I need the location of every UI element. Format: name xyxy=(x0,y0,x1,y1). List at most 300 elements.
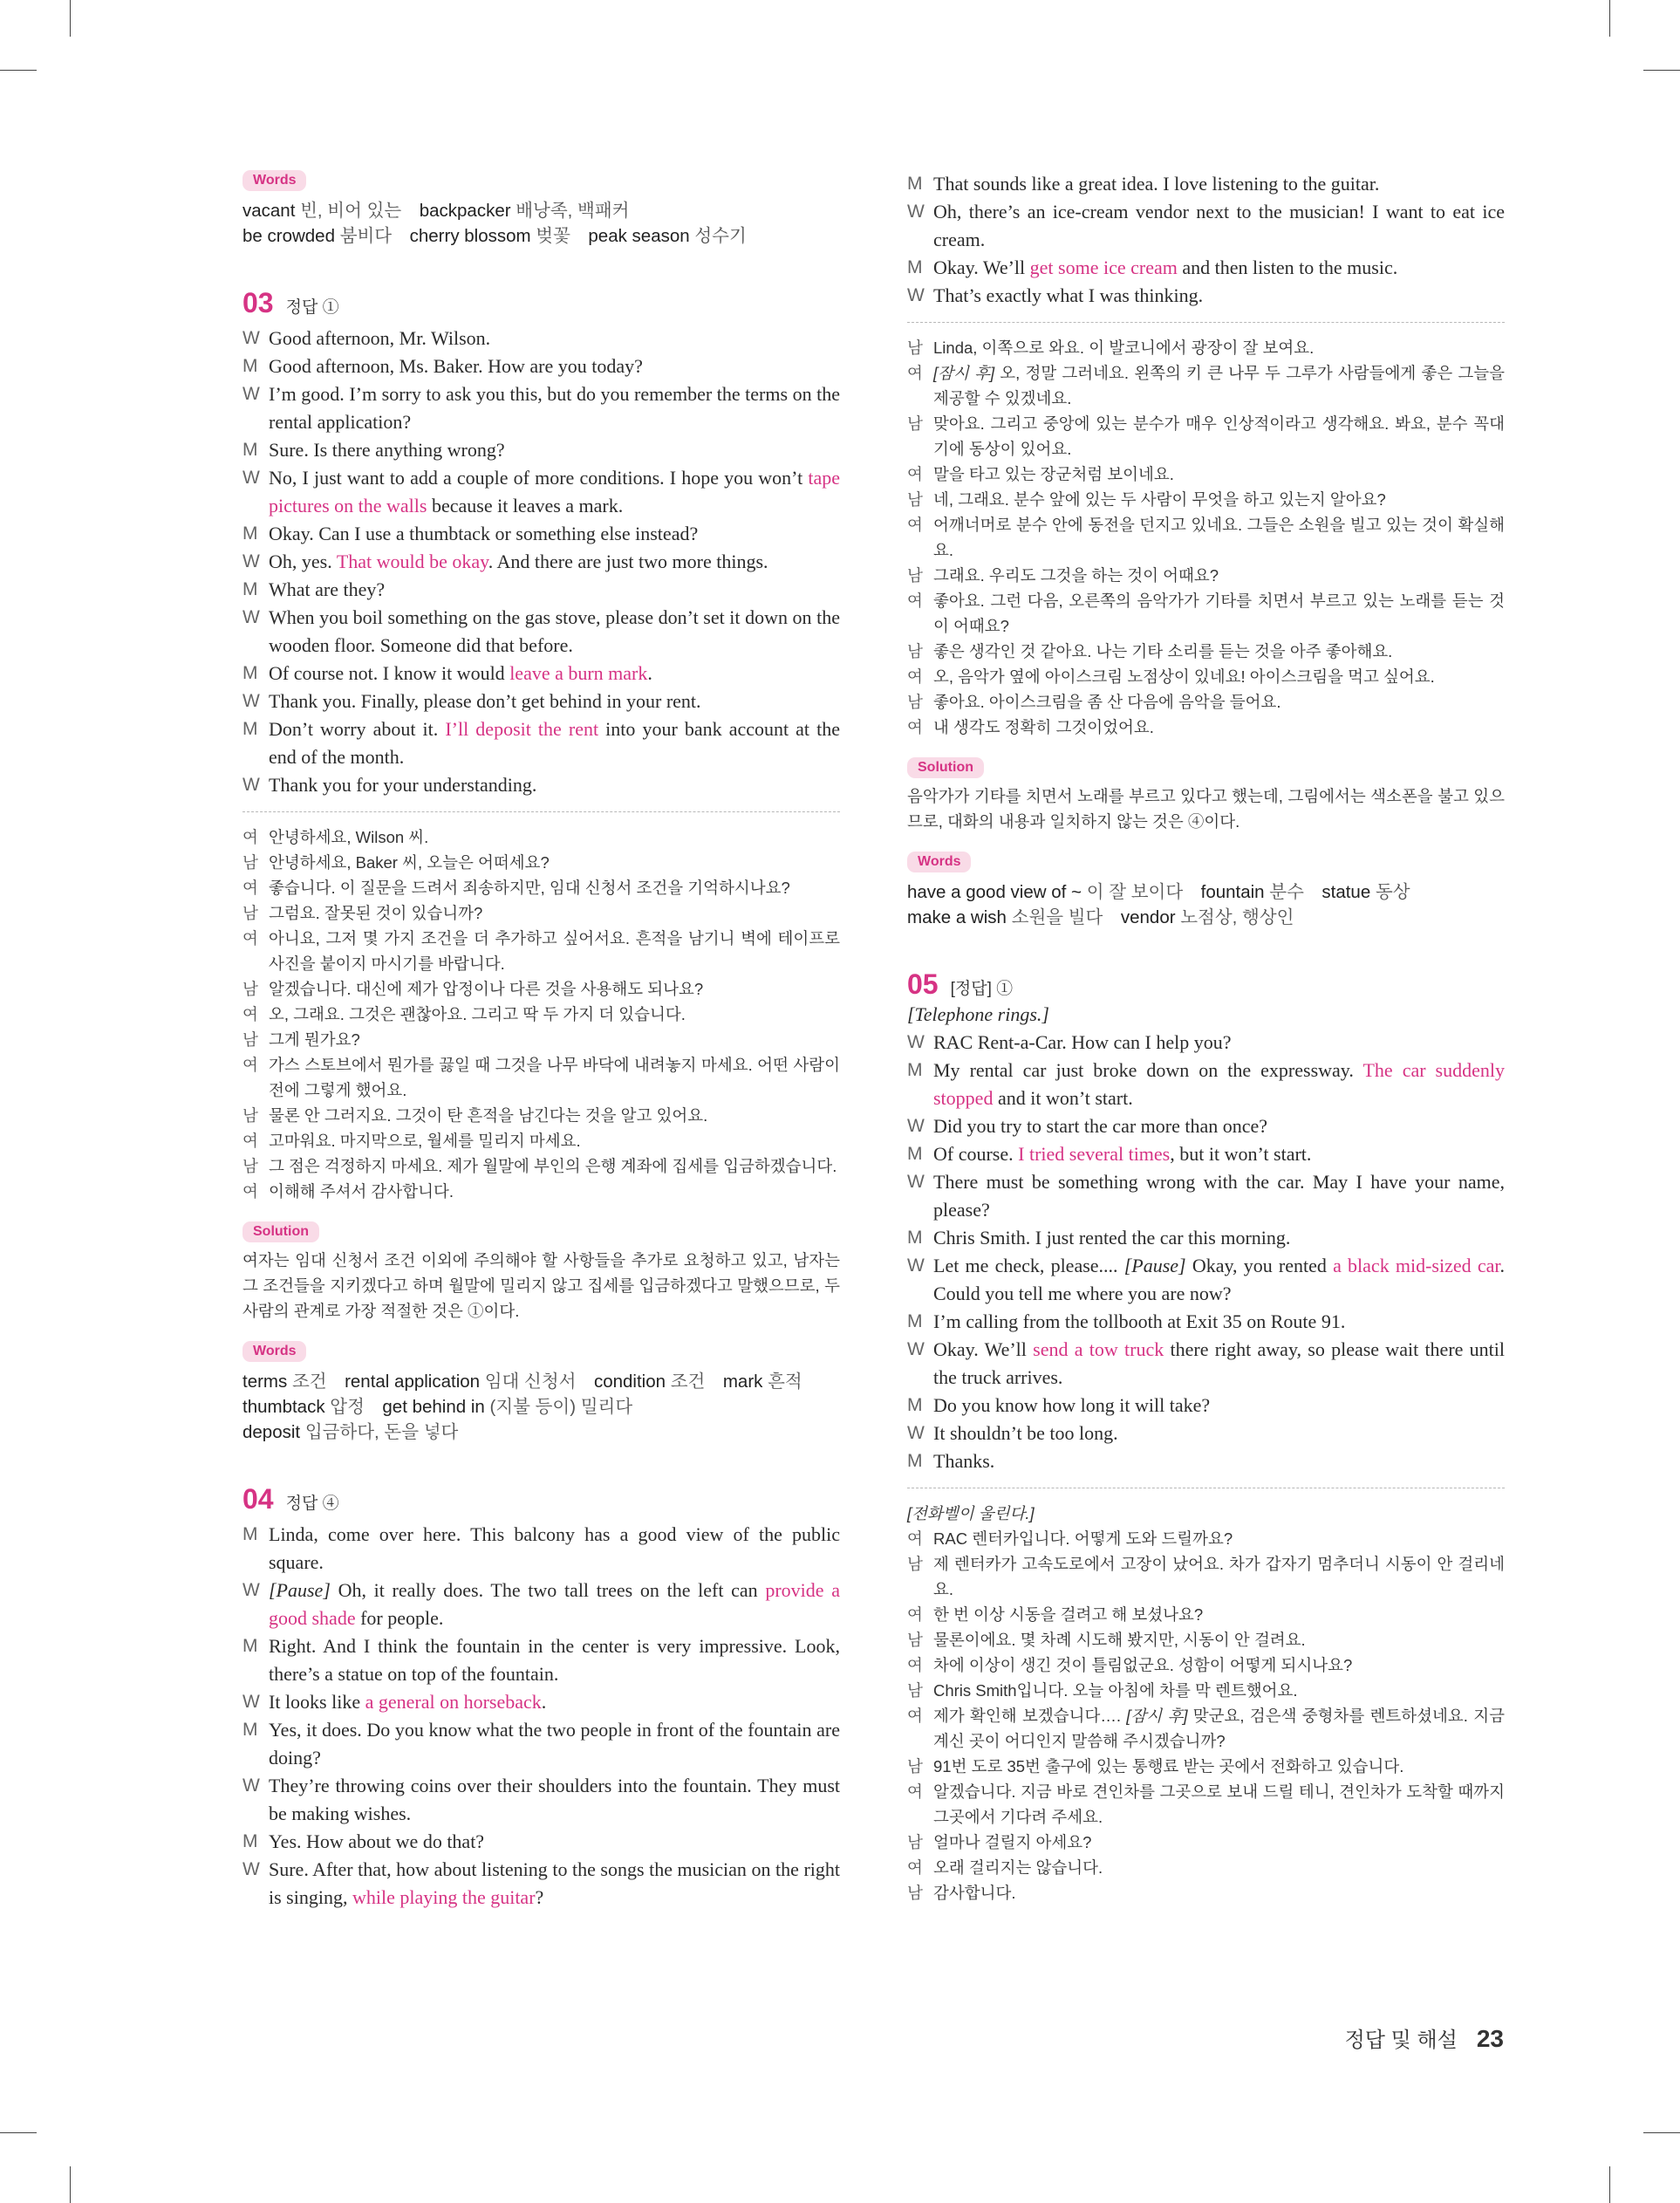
speaker-label: 여 xyxy=(907,667,923,686)
translation-text xyxy=(269,1103,840,1128)
translation-line xyxy=(907,563,1505,588)
speaker-label: 여 xyxy=(907,1529,923,1548)
text-segment: Chris Smith입니다. 오늘 아침에 차를 막 렌트했어요. xyxy=(933,1681,1298,1700)
dialogue xyxy=(242,1521,840,1912)
translation-line xyxy=(907,1754,1505,1779)
dialogue-line xyxy=(242,464,840,520)
text-segment: I’m calling from the tollbooth at Exit 35 on Route 91. xyxy=(933,1310,1346,1332)
translation-text xyxy=(933,335,1505,360)
translation-line xyxy=(242,824,840,850)
word-term: cherry blossom xyxy=(409,226,536,246)
dialogue-text xyxy=(269,1632,840,1688)
speaker-label: 여 xyxy=(242,1056,258,1074)
text-segment: 얼마나 걸릴지 아세요? xyxy=(933,1833,1092,1851)
translation-text xyxy=(269,824,840,850)
solution-tag: Solution xyxy=(907,757,984,778)
translation-text xyxy=(933,1627,1505,1652)
speaker-label: W xyxy=(242,1580,260,1600)
translation-text xyxy=(933,487,1505,512)
text-segment: 내 생각도 정확히 그것이었어요. xyxy=(933,718,1154,736)
translation-line xyxy=(907,1855,1505,1880)
text-segment: Thank you. Finally, please don’t get behind in your rent. xyxy=(269,690,701,712)
text-segment: 알겠습니다. 대신에 제가 압정이나 다른 것을 사용해도 되나요? xyxy=(269,980,704,998)
text-segment: , but it won’t start. xyxy=(1170,1143,1312,1165)
speaker-label: 남 xyxy=(907,490,923,509)
speaker-label: M xyxy=(242,356,258,376)
text-segment: ? xyxy=(535,1886,544,1908)
text-segment: Of course. xyxy=(933,1143,1019,1165)
speaker-label: 남 xyxy=(907,1631,923,1649)
text-segment: 안녕하세요, Wilson 씨. xyxy=(269,828,429,846)
words-list xyxy=(242,198,840,249)
speaker-label: W xyxy=(907,285,925,305)
translation-line xyxy=(907,639,1505,664)
translation-line xyxy=(242,926,840,976)
word-meaning: 입금하다, 돈을 넣다 xyxy=(304,1422,459,1442)
dialogue-text xyxy=(269,1828,840,1856)
translation-line xyxy=(242,1179,840,1204)
text-segment: No, I just want to add a couple of more conditions. I hope you won’t xyxy=(269,467,809,489)
text-segment: They’re throwing coins over their shoulders into the fountain. They must be making wishes. xyxy=(269,1775,840,1824)
translation-line xyxy=(907,1627,1505,1652)
translation-line xyxy=(242,1027,840,1052)
dialogue-line xyxy=(907,1168,1505,1224)
text-segment: Do you know how long it will take? xyxy=(933,1394,1211,1416)
dialogue-text xyxy=(269,604,840,660)
word-term: vendor xyxy=(1120,907,1181,927)
words-section xyxy=(907,852,1505,930)
word-meaning: 빈, 비어 있는 xyxy=(300,201,402,221)
words-section xyxy=(242,1341,840,1445)
footer-title: 정답 및 해설 xyxy=(1344,2029,1458,2052)
speaker-label: 남 xyxy=(242,904,258,922)
text-segment: 그게 뭔가요? xyxy=(269,1030,360,1049)
word-meaning: 조건 xyxy=(670,1372,706,1392)
translation-line xyxy=(242,1128,840,1153)
text-segment: Chris Smith. I just rented the car this morning. xyxy=(933,1227,1291,1249)
speaker-label: 여 xyxy=(907,516,923,534)
dialogue xyxy=(907,1029,1505,1475)
translation-line xyxy=(242,976,840,1002)
dialogue-line xyxy=(242,715,840,771)
translation-text xyxy=(933,689,1505,715)
answer-label: 정답 ④ xyxy=(285,1495,339,1513)
speaker-label: 남 xyxy=(242,1106,258,1125)
word-meaning: 소원을 빌다 xyxy=(1011,907,1103,927)
speaker-label: 여 xyxy=(907,718,923,736)
words-list xyxy=(907,879,1505,930)
question-header xyxy=(907,968,1505,1001)
text-segment: 알겠습니다. 지금 바로 견인차를 그곳으로 보내 드릴 테니, 견인차가 도착할 때까지 그곳에서 기다려 주세요. xyxy=(933,1782,1505,1826)
answer-label: [정답] ① xyxy=(950,980,1014,998)
text-segment: into your bank account at the end of the month. xyxy=(269,718,840,768)
word-meaning: 압정 xyxy=(330,1397,365,1417)
dialogue-text xyxy=(269,1521,840,1577)
text-segment: 물론이에요. 몇 차례 시도해 봤지만, 시동이 안 걸려요. xyxy=(933,1631,1306,1649)
translation-line xyxy=(242,900,840,926)
dialogue xyxy=(242,325,840,799)
text-segment: 말을 타고 있는 장군처럼 보이네요. xyxy=(933,465,1174,483)
translation-text xyxy=(269,1052,840,1103)
dialogue-text xyxy=(269,1772,840,1828)
text-segment: Right. And I think the fountain in the center is very impressive. Look, there’s a statue on top of the fountain. xyxy=(269,1635,840,1685)
speaker-label: W xyxy=(242,1859,260,1879)
text-segment: What are they? xyxy=(269,578,386,600)
text-segment: for people. xyxy=(355,1607,444,1629)
translation-text xyxy=(269,1027,840,1052)
dialogue-line xyxy=(907,1140,1505,1168)
dialogue-text xyxy=(269,1577,840,1632)
dialogue-line xyxy=(242,548,840,576)
dialogue-text xyxy=(269,380,840,436)
crop-mark xyxy=(1643,2132,1680,2133)
text-segment: 감사합니다. xyxy=(933,1884,1016,1902)
translation-text xyxy=(933,664,1505,689)
dialogue-text xyxy=(933,1392,1505,1420)
word-term: rental application xyxy=(345,1372,485,1392)
korean-stage-direction: [전화벨이 울린다.] xyxy=(907,1504,1035,1522)
text-segment: 고마워요. 마지막으로, 월세를 밀리지 마세요. xyxy=(269,1132,581,1150)
text-segment: 그럼요. 잘못된 것이 있습니까? xyxy=(269,904,483,922)
dialogue-text xyxy=(933,1336,1505,1392)
word-meaning: (지불 등이) 밀리다 xyxy=(489,1397,633,1417)
dialogue-line xyxy=(242,520,840,548)
highlighted-phrase: while playing the guitar xyxy=(352,1886,536,1908)
speaker-label: 남 xyxy=(907,1555,923,1573)
dialogue-text xyxy=(269,325,840,352)
translation-line xyxy=(242,1153,840,1179)
korean-translation xyxy=(242,824,840,1204)
text-segment: Thanks. xyxy=(933,1450,995,1472)
translation-line xyxy=(907,1880,1505,1905)
dialogue-line xyxy=(242,1521,840,1577)
text-segment: Oh, yes. xyxy=(269,551,337,572)
translation-text xyxy=(933,1855,1505,1880)
words-row xyxy=(242,198,840,223)
dialogue-text xyxy=(269,688,840,715)
text-segment: Sure. Is there anything wrong? xyxy=(269,439,505,461)
translation-text xyxy=(933,588,1505,639)
dialogue-text xyxy=(933,1057,1505,1112)
text-segment: 제 렌터카가 고속도로에서 고장이 났어요. 차가 갑자기 멈추더니 시동이 안 걸리네요. xyxy=(933,1555,1505,1598)
word-term: vacant xyxy=(242,201,301,221)
speaker-label: W xyxy=(907,202,925,222)
words-row xyxy=(907,905,1505,930)
speaker-label: 여 xyxy=(907,465,923,483)
text-segment: 아니요, 그저 몇 가지 조건을 더 추가하고 싶어서요. 흔적을 남기니 벽에 테이프로 사진을 붙이지 마시기를 바랍니다. xyxy=(269,929,840,973)
speaker-label: W xyxy=(907,1255,925,1276)
speaker-label: 남 xyxy=(907,642,923,660)
translation-text xyxy=(933,1551,1505,1602)
dialogue-line xyxy=(907,1057,1505,1112)
text-segment: 제가 확인해 보겠습니다…. xyxy=(933,1707,1127,1725)
words-row xyxy=(907,879,1505,905)
speaker-label: 여 xyxy=(242,929,258,948)
translation-line xyxy=(907,1703,1505,1754)
question-header xyxy=(242,1483,840,1515)
speaker-label: M xyxy=(907,1395,923,1415)
text-segment: Let me check, please.... xyxy=(933,1255,1124,1276)
text-segment: RAC Rent-a-Car. How can I help you? xyxy=(933,1031,1232,1053)
word-meaning: 이 잘 보이다 xyxy=(1086,882,1184,902)
translation-line xyxy=(242,1002,840,1027)
word-meaning: 배낭족, 백패커 xyxy=(516,201,630,221)
translation-text xyxy=(269,900,840,926)
dialogue-line xyxy=(907,282,1505,310)
words-list xyxy=(242,1369,840,1445)
text-segment: 어깨너머로 분수 안에 동전을 던지고 있네요. 그들은 소원을 빌고 있는 것이 확실해요. xyxy=(933,516,1505,559)
text-segment: . Could you tell me where you are now? xyxy=(933,1255,1505,1304)
word-term: make a wish xyxy=(907,907,1012,927)
speaker-label: 남 xyxy=(907,1757,923,1775)
speaker-label: 남 xyxy=(907,566,923,585)
translation-text xyxy=(933,1526,1505,1551)
highlighted-phrase: I tried several times xyxy=(1018,1143,1171,1165)
translation-line xyxy=(907,335,1505,360)
translation-line xyxy=(907,512,1505,563)
translation-line xyxy=(907,689,1505,715)
speaker-label: 남 xyxy=(242,853,258,872)
dialogue-line xyxy=(907,1308,1505,1336)
left-column xyxy=(242,170,840,1912)
text-segment: 가스 스토브에서 뭔가를 끓일 때 그것을 나무 바닥에 내려놓지 마세요. 어떤 사람이 전에 그렇게 했어요. xyxy=(269,1056,840,1099)
text-segment: 한 번 이상 시동을 걸려고 해 보셨나요? xyxy=(933,1605,1204,1624)
solution-text: 음악가가 기타를 치면서 노래를 부르고 있다고 했는데, 그림에서는 색소폰을 불고 있으므로, 대화의 내용과 일치하지 않는 것은 ④이다. xyxy=(907,787,1505,831)
word-meaning: 성수기 xyxy=(694,226,747,246)
speaker-label: 남 xyxy=(907,1681,923,1700)
word-term: thumbtack xyxy=(242,1397,331,1417)
text-segment: 오, 그래요. 그것은 괜찮아요. 그리고 딱 두 가지 더 있습니다. xyxy=(269,1005,686,1023)
text-segment: Yes, it does. Do you know what the two people in front of the fountain are doing? xyxy=(269,1719,840,1769)
speaker-label: 남 xyxy=(907,414,923,433)
words-tag: Words xyxy=(242,170,306,191)
dialogue-text xyxy=(269,771,840,799)
text-segment: Of course not. I know it would xyxy=(269,662,510,684)
speaker-label: 여 xyxy=(907,592,923,610)
speaker-label: W xyxy=(907,1032,925,1052)
dialogue-text xyxy=(933,282,1505,310)
stage-direction: [잠시 후] xyxy=(1126,1707,1188,1725)
translation-line xyxy=(907,664,1505,689)
stage-direction: [잠시 후] xyxy=(933,364,995,382)
translation-text xyxy=(269,1153,840,1179)
stage-direction: [Pause] xyxy=(269,1579,331,1601)
stage-direction: [Pause] xyxy=(1123,1255,1186,1276)
highlighted-phrase: That would be okay xyxy=(336,551,488,572)
dialogue-line xyxy=(242,1632,840,1688)
speaker-label: W xyxy=(242,551,260,571)
text-segment: Don’t worry about it. xyxy=(269,718,446,740)
text-segment: Okay. We’ll xyxy=(933,1338,1034,1360)
translation-line xyxy=(907,1678,1505,1703)
speaker-label: M xyxy=(907,1451,923,1471)
word-meaning: 노점상, 행상인 xyxy=(1180,907,1294,927)
dialogue-line xyxy=(242,660,840,688)
text-segment: Sure. After that, how about listening to the songs the musician on the right is singing, xyxy=(269,1858,840,1908)
dialogue-text xyxy=(269,1716,840,1772)
dialogue-line xyxy=(907,1336,1505,1392)
word-term: mark xyxy=(722,1372,768,1392)
speaker-label: W xyxy=(907,1339,925,1359)
speaker-label: M xyxy=(907,1228,923,1248)
word-term: deposit xyxy=(242,1422,305,1442)
translation-text xyxy=(269,1002,840,1027)
dialogue-text xyxy=(933,1140,1505,1168)
speaker-label: 남 xyxy=(242,1157,258,1175)
text-segment: . And there are just two more things. xyxy=(488,551,768,572)
speaker-label: 남 xyxy=(907,1884,923,1902)
speaker-label: W xyxy=(242,328,260,348)
translation-line xyxy=(907,1526,1505,1551)
speaker-label: 남 xyxy=(907,1833,923,1851)
translation-line xyxy=(242,850,840,875)
speaker-label: 여 xyxy=(242,1132,258,1150)
highlighted-phrase: leave a burn mark xyxy=(509,662,648,684)
page-footer xyxy=(1345,2022,1504,2053)
speaker-label: M xyxy=(242,719,258,739)
speaker-label: W xyxy=(242,384,260,404)
translation-line xyxy=(907,1652,1505,1678)
word-meaning: 임대 신청서 xyxy=(484,1372,577,1392)
speaker-label: M xyxy=(242,579,258,599)
solution-text: 여자는 임대 신청서 조건 이외에 주의해야 할 사항들을 추가로 요청하고 있고, 남자는 그 조건들을 지키겠다고 하며 월말에 밀리지 않고 집세를 입금하겠다고 말했으므로, 두 사람의 관계로 가장 적절한 것은 ①이다. xyxy=(242,1251,840,1320)
text-segment: 오, 정말 그러네요. 왼쪽의 키 큰 나무 두 그루가 사람들에게 좋은 그늘을 제공할 수 있겠네요. xyxy=(933,364,1505,407)
dialogue-line xyxy=(907,1029,1505,1057)
text-segment: Thank you for your understanding. xyxy=(269,774,537,796)
crop-mark xyxy=(70,2166,71,2203)
dashed-divider xyxy=(907,322,1505,323)
word-term: have a good view of ~ xyxy=(907,882,1087,902)
text-segment: 네, 그래요. 분수 앞에 있는 두 사람이 무엇을 하고 있는지 알아요? xyxy=(933,490,1386,509)
text-segment: 안녕하세요, Baker 씨, 오늘은 어떠세요? xyxy=(269,853,550,872)
translation-text xyxy=(269,926,840,976)
dialogue-line xyxy=(242,688,840,715)
crop-mark xyxy=(0,70,37,71)
highlighted-phrase: send a tow truck xyxy=(1033,1338,1164,1360)
speaker-label: M xyxy=(242,1636,258,1656)
speaker-label: 여 xyxy=(242,1182,258,1201)
translation-text xyxy=(933,1652,1505,1678)
dialogue-line xyxy=(907,1447,1505,1475)
dialogue-line xyxy=(907,1392,1505,1420)
crop-mark xyxy=(70,0,71,37)
dialogue-line xyxy=(907,170,1505,198)
dialogue-text xyxy=(933,1308,1505,1336)
text-segment: Did you try to start the car more than once? xyxy=(933,1115,1268,1137)
dialogue-text xyxy=(269,660,840,688)
dashed-divider xyxy=(242,811,840,812)
speaker-label: 여 xyxy=(907,1782,923,1801)
text-segment: 차에 이상이 생긴 것이 틀림없군요. 성함이 어떻게 되시나요? xyxy=(933,1656,1353,1674)
text-segment: My rental car just broke down on the expressway. xyxy=(933,1059,1363,1081)
translation-text xyxy=(269,875,840,900)
word-meaning: 붐비다 xyxy=(339,226,393,246)
question-number: 03 xyxy=(242,287,274,318)
text-segment: It shouldn’t be too long. xyxy=(933,1422,1118,1444)
dialogue xyxy=(907,170,1505,310)
dialogue-text xyxy=(933,1168,1505,1224)
crop-mark xyxy=(1609,0,1610,37)
dialogue-line xyxy=(907,254,1505,282)
solution-tag: Solution xyxy=(242,1221,319,1242)
text-segment: Yes. How about we do that? xyxy=(269,1830,485,1852)
speaker-label: 여 xyxy=(907,1858,923,1877)
translation-text xyxy=(933,1830,1505,1855)
text-segment: 오래 걸리지는 않습니다. xyxy=(933,1858,1103,1877)
dialogue-line xyxy=(907,1112,1505,1140)
solution-section xyxy=(242,1221,840,1324)
speaker-label: M xyxy=(242,523,258,544)
translation-text xyxy=(933,563,1505,588)
question-number: 04 xyxy=(242,1483,274,1515)
translation-line xyxy=(907,360,1505,411)
dialogue-text xyxy=(269,464,840,520)
crop-mark xyxy=(1643,70,1680,71)
speaker-label: W xyxy=(242,1775,260,1796)
dialogue-line xyxy=(242,436,840,464)
dialogue-text xyxy=(269,1688,840,1716)
dialogue-line xyxy=(242,1716,840,1772)
crop-mark xyxy=(1609,2166,1610,2203)
dialogue-line xyxy=(242,380,840,436)
dialogue-line xyxy=(242,1828,840,1856)
speaker-label: 남 xyxy=(242,1030,258,1049)
highlighted-phrase: tape pictures on the walls xyxy=(269,467,840,517)
speaker-label: W xyxy=(242,607,260,627)
translation-text xyxy=(933,1779,1505,1830)
word-term: statue xyxy=(1321,882,1376,902)
text-segment: there right away, so please wait there until the truck arrives. xyxy=(933,1338,1506,1388)
word-term: peak season xyxy=(588,226,695,246)
question-header xyxy=(242,287,840,319)
dialogue-line xyxy=(242,1688,840,1716)
translation-line xyxy=(242,1052,840,1103)
dialogue-text xyxy=(933,254,1505,282)
dialogue-text xyxy=(933,1224,1505,1252)
speaker-label: W xyxy=(907,1172,925,1192)
answer-label: 정답 ① xyxy=(285,298,339,317)
highlighted-phrase: The car suddenly stopped xyxy=(933,1059,1505,1109)
text-segment: 오, 음악가 옆에 아이스크림 노점상이 있네요! 아이스크림을 먹고 싶어요. xyxy=(933,667,1435,686)
highlighted-phrase: I’ll deposit the rent xyxy=(445,718,599,740)
text-segment: There must be something wrong with the car. May I have your name, please? xyxy=(933,1171,1505,1221)
translation-line xyxy=(907,1830,1505,1855)
speaker-label: W xyxy=(907,1423,925,1443)
text-segment: and it won’t start. xyxy=(993,1087,1133,1109)
stage-direction: [Telephone rings.] xyxy=(907,1003,1049,1025)
text-segment: 맞군요, 검은색 중형차를 렌트하셨네요. 지금 계신 곳이 어디인지 말씀해 주시겠습니까? xyxy=(933,1707,1505,1750)
translation-text xyxy=(933,1703,1505,1754)
speaker-label: 여 xyxy=(242,828,258,846)
highlighted-phrase: get some ice cream xyxy=(1029,257,1178,278)
text-segment: 좋습니다. 이 질문을 드려서 죄송하지만, 임대 신청서 조건을 기억하시나요? xyxy=(269,879,790,897)
speaker-label: 남 xyxy=(907,339,923,357)
dialogue-text xyxy=(269,1856,840,1912)
word-term: be crowded xyxy=(242,226,340,246)
speaker-label: 여 xyxy=(907,1707,923,1725)
text-segment: Okay. We’ll xyxy=(933,257,1030,278)
translation-line xyxy=(907,1551,1505,1602)
text-segment: 그래요. 우리도 그것을 하는 것이 어때요? xyxy=(933,566,1219,585)
text-segment: When you boil something on the gas stove, please don’t set it down on the wooden floor. Someone did that before. xyxy=(269,606,840,656)
dialogue-line xyxy=(242,1772,840,1828)
word-meaning: 동상 xyxy=(1375,882,1410,902)
text-segment: That sounds like a great idea. I love listening to the guitar. xyxy=(933,173,1380,195)
speaker-label: 여 xyxy=(242,879,258,897)
speaker-label: M xyxy=(907,174,923,194)
text-segment: 좋아요. 아이스크림을 좀 산 다음에 음악을 들어요. xyxy=(933,693,1281,711)
dialogue-text xyxy=(269,520,840,548)
